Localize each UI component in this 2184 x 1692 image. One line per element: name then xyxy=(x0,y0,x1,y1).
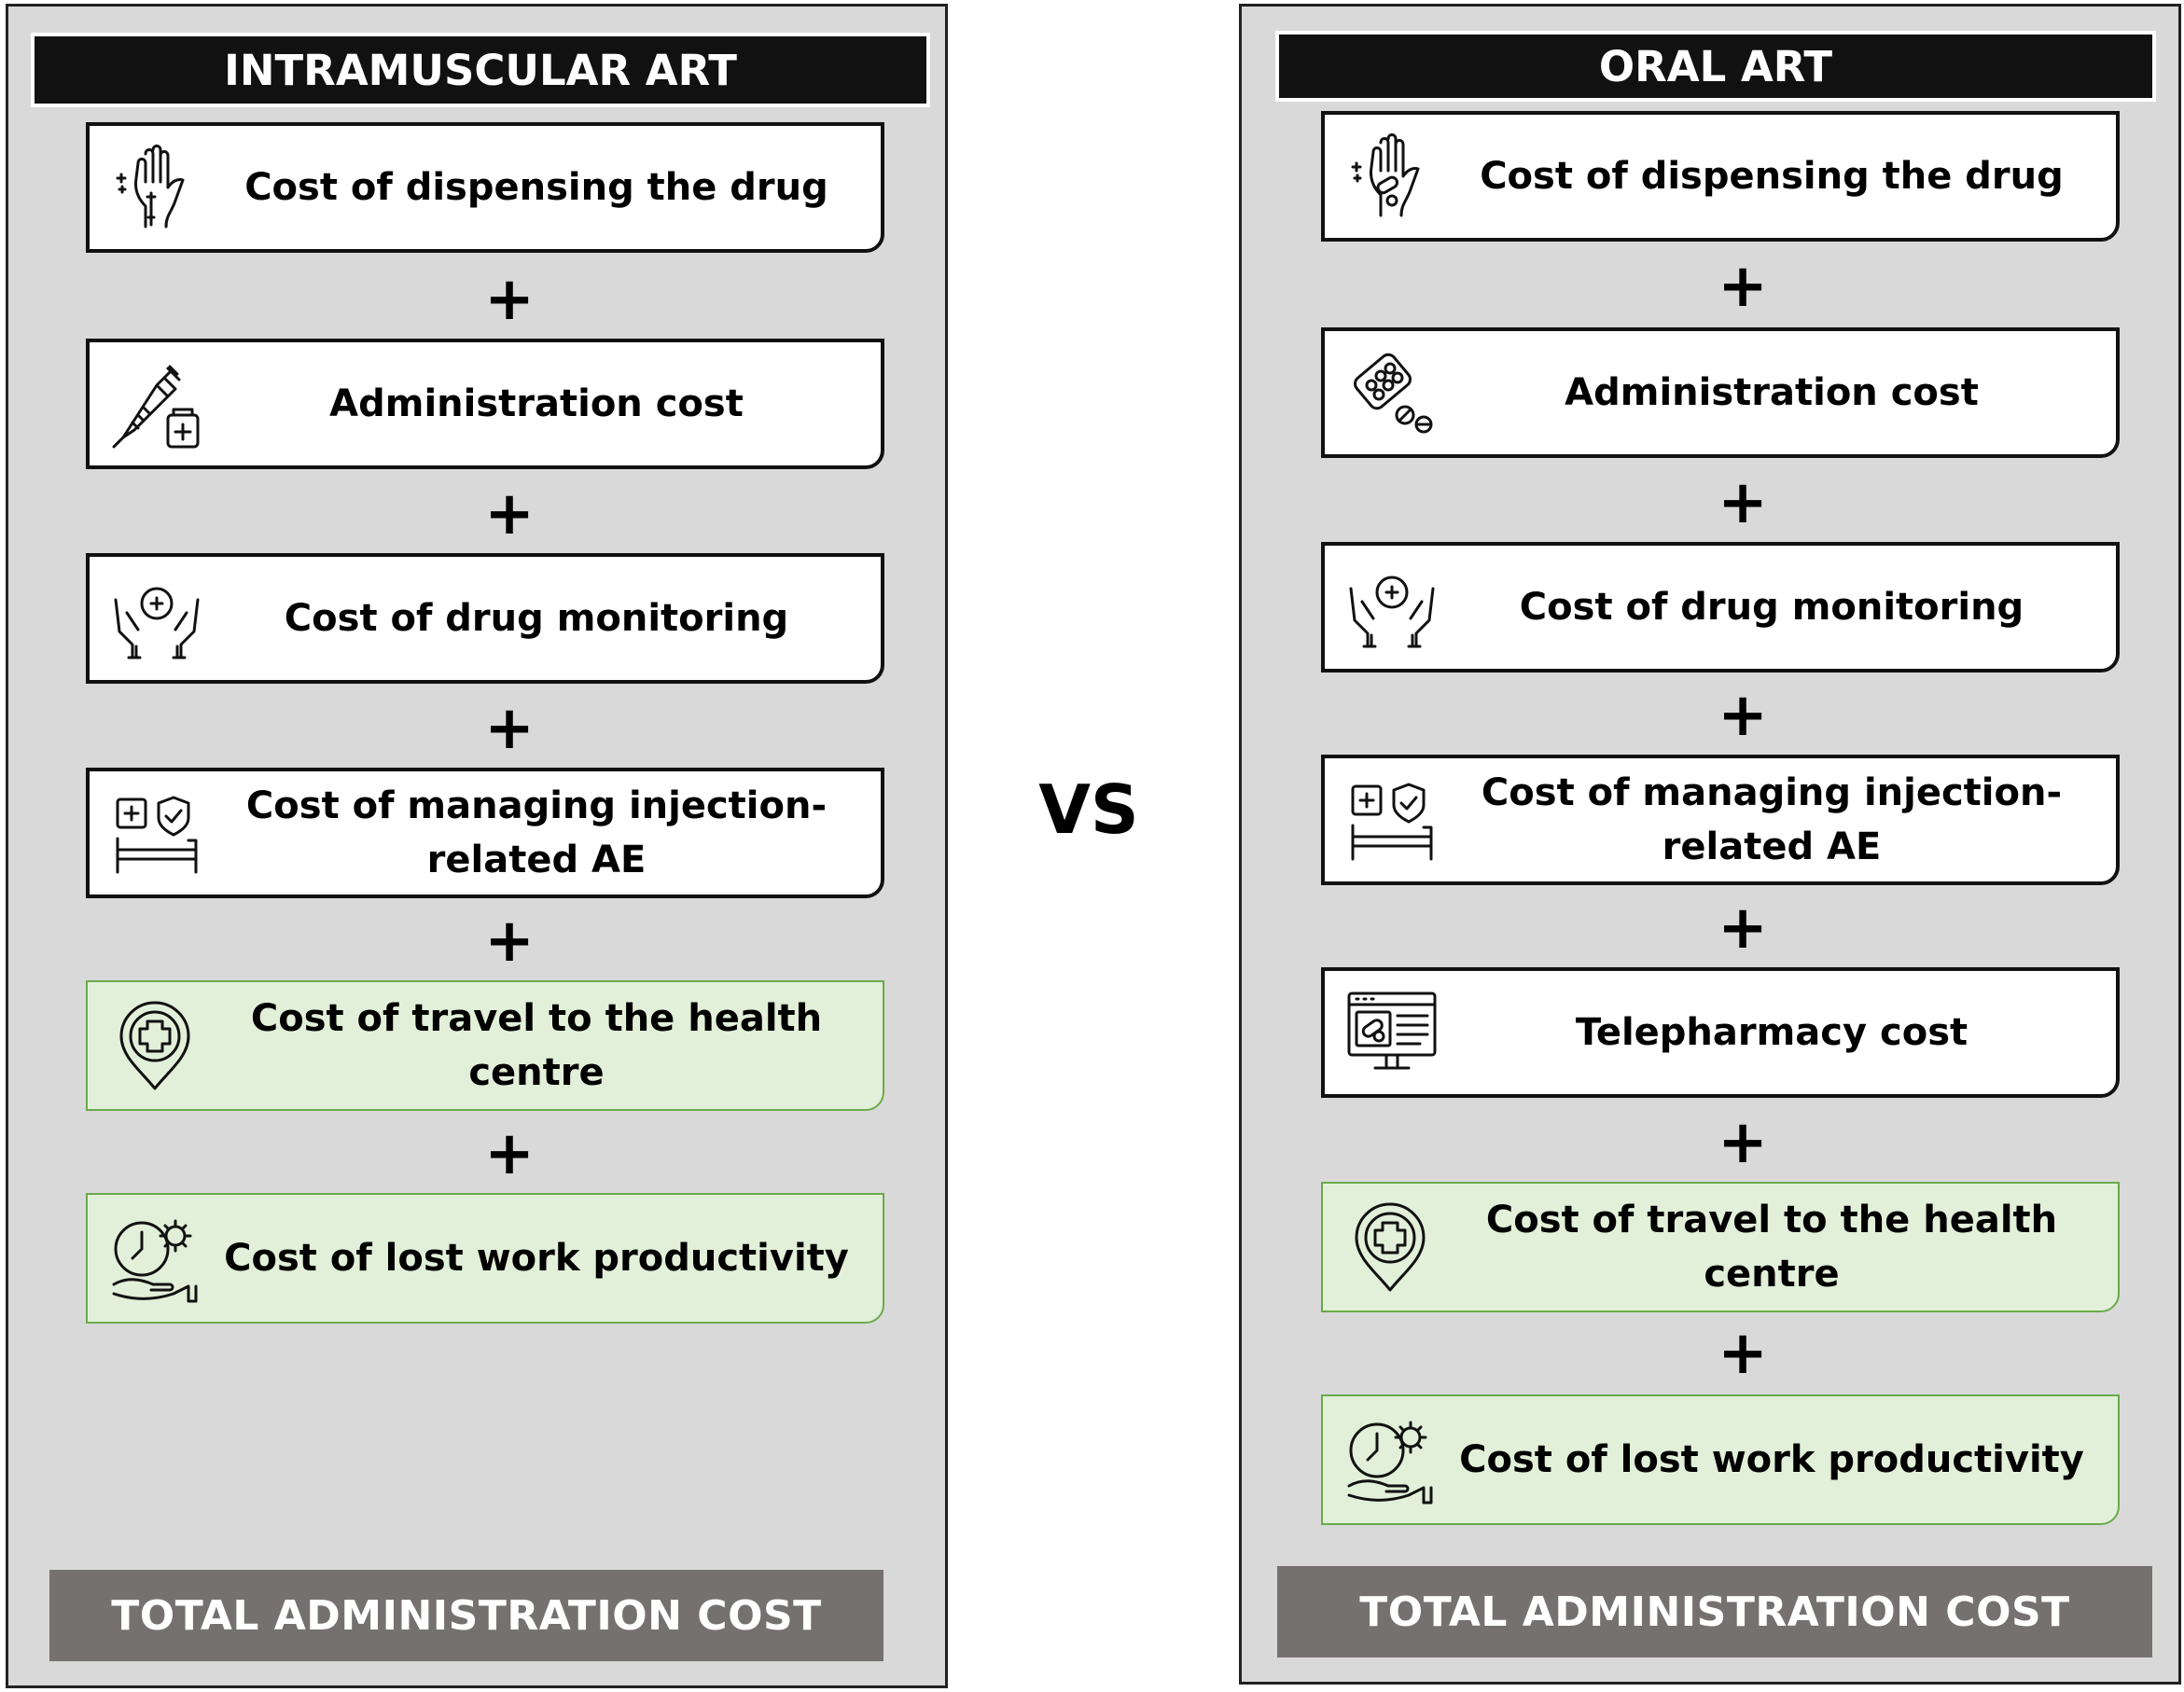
plus-sign: + xyxy=(1718,681,1768,750)
item-label: Cost of managing injection-related AE xyxy=(1481,771,2063,868)
item-label: Cost of travel to the health centre xyxy=(250,997,823,1094)
syringe-vial-icon xyxy=(110,357,203,451)
item-box xyxy=(1321,1182,2120,1312)
clock-gear-hand-icon xyxy=(1343,1413,1437,1506)
item-box xyxy=(1321,755,2120,885)
vs-label: VS xyxy=(1038,770,1139,849)
plus-sign: + xyxy=(484,694,535,763)
item-box xyxy=(1321,111,2120,242)
item-box xyxy=(86,1193,884,1324)
plus-sign: + xyxy=(484,265,535,334)
item-label: Cost of lost work productivity xyxy=(224,1237,849,1280)
panel-title: ORAL ART xyxy=(1275,31,2156,102)
pill-blister-icon xyxy=(1345,346,1439,439)
item-box xyxy=(86,980,884,1111)
location-cross-icon xyxy=(108,999,202,1092)
location-cross-icon xyxy=(1343,1200,1437,1294)
item-label: Cost of drug monitoring xyxy=(1519,586,2024,629)
item-label: Administration cost xyxy=(329,382,744,425)
item-box xyxy=(86,122,884,253)
hospital-bed-shield-icon xyxy=(110,786,203,880)
item-box xyxy=(1321,327,2120,458)
item-label: Cost of drug monitoring xyxy=(284,597,789,640)
care-hands-icon xyxy=(1345,561,1439,654)
intramuscular-panel xyxy=(6,4,948,1688)
oral-panel xyxy=(1239,4,2181,1685)
plus-sign: + xyxy=(484,1119,535,1188)
item-box xyxy=(86,553,884,684)
item-box xyxy=(86,768,884,898)
item-label: Telepharmacy cost xyxy=(1575,1011,1968,1054)
total-cost-bar: TOTAL ADMINISTRATION COST xyxy=(49,1570,883,1661)
hospital-bed-shield-icon xyxy=(1345,773,1439,867)
panel-title: INTRAMUSCULAR ART xyxy=(31,33,930,107)
clock-gear-hand-icon xyxy=(108,1212,202,1305)
care-hands-icon xyxy=(110,572,203,665)
plus-sign: + xyxy=(484,479,535,548)
plus-sign: + xyxy=(1718,1108,1768,1177)
item-label: Cost of lost work productivity xyxy=(1459,1438,2084,1481)
item-label: Cost of travel to the health centre xyxy=(1485,1199,2058,1296)
item-box xyxy=(1321,1394,2120,1525)
hand-pill-icon xyxy=(1345,130,1439,223)
plus-sign: + xyxy=(1718,894,1768,963)
item-label: Administration cost xyxy=(1565,371,1979,414)
item-label: Cost of dispensing the drug xyxy=(244,166,828,209)
plus-sign: + xyxy=(484,907,535,976)
item-label: Cost of managing injection-related AE xyxy=(245,784,828,881)
plus-sign: + xyxy=(1718,468,1768,537)
item-box xyxy=(1321,542,2120,673)
item-box xyxy=(86,339,884,469)
total-cost-bar: TOTAL ADMINISTRATION COST xyxy=(1277,1566,2152,1657)
plus-sign: + xyxy=(1718,252,1768,321)
monitor-pills-icon xyxy=(1345,986,1439,1079)
item-box xyxy=(1321,967,2120,1098)
hand-syringe-icon xyxy=(110,141,203,234)
plus-sign: + xyxy=(1718,1319,1768,1388)
item-label: Cost of dispensing the drug xyxy=(1480,155,2064,198)
